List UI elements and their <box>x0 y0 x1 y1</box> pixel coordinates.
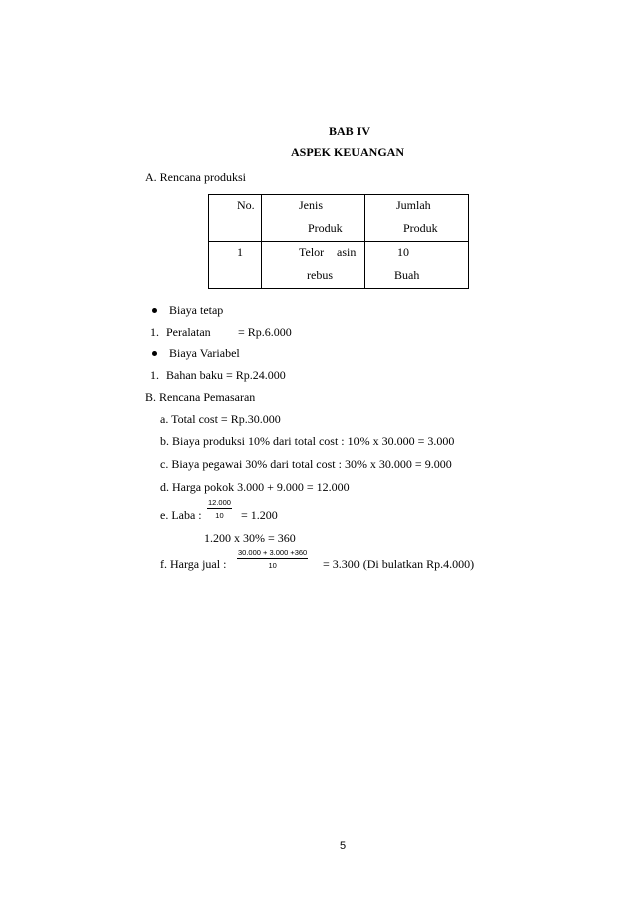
row-jumlah: 10 <box>397 245 409 259</box>
variable-cost-item: Bahan baku = Rp.24.000 <box>166 368 286 382</box>
row-no: 1 <box>237 245 243 259</box>
base-price-line: d. Harga pokok 3.000 + 9.000 = 12.000 <box>160 480 350 494</box>
fixed-cost-item: Peralatan <box>166 325 211 339</box>
row-jenis-a: Telor <box>299 245 325 259</box>
fixed-cost-value: = Rp.6.000 <box>238 325 292 339</box>
chapter-label: BAB IV <box>329 124 371 138</box>
variable-cost-label: Biaya Variabel <box>169 346 240 360</box>
sale-price-label: f. Harga jual : <box>160 557 227 571</box>
sale-price-fraction-numerator: 30.000 + 3.000 +360 <box>238 548 308 557</box>
sale-price-result: = 3.300 (Di bulatkan Rp.4.000) <box>323 557 475 571</box>
table-row <box>209 242 469 289</box>
variable-cost-num: 1. <box>150 368 159 382</box>
profit-label: e. Laba : <box>160 508 202 522</box>
header-jenis: Jenis <box>299 198 323 212</box>
profit-fraction-numerator: 12.000 <box>208 498 231 507</box>
profit-fraction <box>207 498 232 520</box>
profit-percentage-line: 1.200 x 30% = 360 <box>204 531 296 545</box>
bullet-icon <box>152 308 157 313</box>
header-produk-2: Produk <box>403 221 438 235</box>
page-number: 5 <box>340 840 347 852</box>
sale-price-fraction-denominator: 10 <box>268 561 277 570</box>
section-b-heading: B. Rencana Pemasaran <box>145 390 256 404</box>
table-header-row <box>209 195 469 242</box>
row-jenis-b: asin <box>337 245 357 259</box>
section-a-heading: A. Rencana produksi <box>145 170 246 184</box>
chapter-title: ASPEK KEUANGAN <box>291 145 405 159</box>
total-cost-line: a. Total cost = Rp.30.000 <box>160 412 281 426</box>
header-no: No. <box>237 198 255 212</box>
sale-price-fraction <box>237 548 308 570</box>
fixed-cost-num: 1. <box>150 325 159 339</box>
bullet-icon <box>152 351 157 356</box>
fixed-cost-label: Biaya tetap <box>169 303 224 317</box>
row-jenis-line2: rebus <box>307 268 333 282</box>
employee-cost-line: c. Biaya pegawai 30% dari total cost : 30% x 30.000 = 9.000 <box>160 457 452 471</box>
profit-fraction-denominator: 10 <box>215 511 224 520</box>
production-table <box>208 194 469 289</box>
production-cost-line: b. Biaya produksi 10% dari total cost : 10% x 30.000 = 3.000 <box>160 434 455 448</box>
profit-result: = 1.200 <box>241 508 278 522</box>
header-jumlah: Jumlah <box>396 198 431 212</box>
header-produk: Produk <box>308 221 343 235</box>
row-unit: Buah <box>394 268 420 282</box>
